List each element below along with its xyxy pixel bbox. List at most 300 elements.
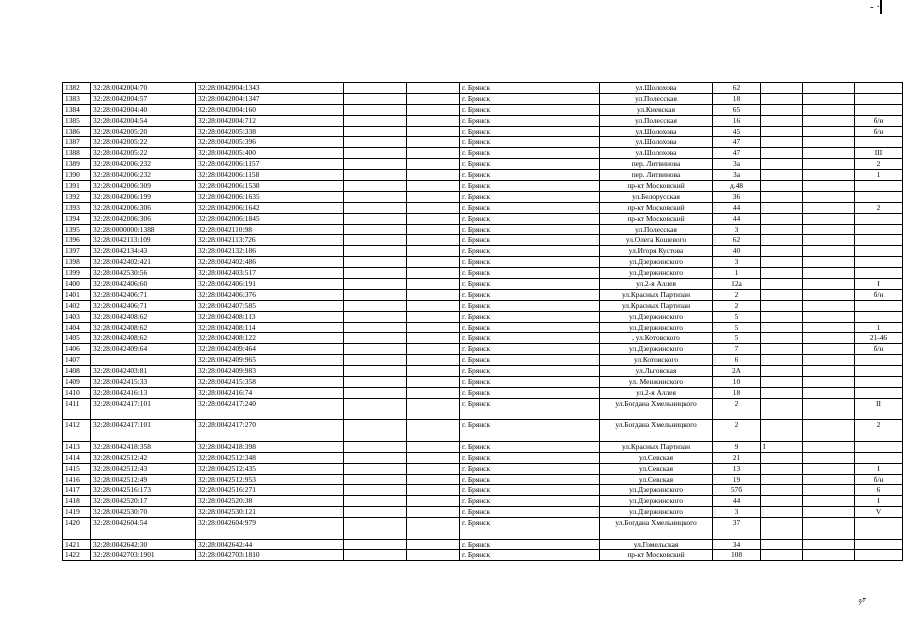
table-row xyxy=(63,300,903,311)
empty-cell xyxy=(344,452,407,463)
object-cadastral-number-cell: 32:28:0042406:191 xyxy=(196,279,344,290)
street-cell: , ул.Котовского xyxy=(600,333,713,344)
empty-cell xyxy=(344,344,407,355)
table-row xyxy=(63,485,903,496)
table-row xyxy=(63,452,903,463)
apartment-cell xyxy=(855,235,903,246)
row-number-cell: 1412 xyxy=(63,420,91,442)
cadastral-number-cell: 32:28:0042006:232 xyxy=(91,159,196,170)
table-row xyxy=(63,463,903,474)
object-cadastral-number-cell: 32:28:0042409:965 xyxy=(196,355,344,366)
city-cell: г. Брянск xyxy=(460,387,600,398)
city-cell: г. Брянск xyxy=(460,181,600,192)
house-number-cell: 9 xyxy=(713,441,761,452)
building-cell xyxy=(761,474,803,485)
object-cadastral-number-cell: 32:28:0042004:1347 xyxy=(196,93,344,104)
building-cell: I xyxy=(761,441,803,452)
object-cadastral-number-cell: 32:28:0042402:486 xyxy=(196,257,344,268)
empty-cell xyxy=(803,474,855,485)
apartment-cell xyxy=(855,441,903,452)
street-cell: ул.Богдана Хмельницкого xyxy=(600,398,713,420)
building-cell xyxy=(761,333,803,344)
house-number-cell: 5 xyxy=(713,311,761,322)
row-number-cell: 1386 xyxy=(63,126,91,137)
house-number-cell: 34 xyxy=(713,539,761,550)
house-number-cell: 44 xyxy=(713,496,761,507)
row-number-cell: 1417 xyxy=(63,485,91,496)
empty-cell xyxy=(803,202,855,213)
street-cell: ул.Дзержинского xyxy=(600,496,713,507)
object-cadastral-number-cell: 32:28:0042417:270 xyxy=(196,420,344,442)
empty-cell xyxy=(344,257,407,268)
street-cell: ул.Гомельская xyxy=(600,539,713,550)
empty-cell xyxy=(407,550,460,561)
object-cadastral-number-cell: 32:28:0042604:979 xyxy=(196,518,344,540)
house-number-cell: 10 xyxy=(713,377,761,388)
street-cell: ул. Менжинского xyxy=(600,377,713,388)
row-number-cell: 1403 xyxy=(63,311,91,322)
object-cadastral-number-cell: 32:28:0042132:186 xyxy=(196,246,344,257)
building-cell xyxy=(761,279,803,290)
table-row xyxy=(63,398,903,420)
row-number-cell: 1415 xyxy=(63,463,91,474)
empty-cell xyxy=(407,235,460,246)
table-row xyxy=(63,104,903,115)
apartment-cell: 1 xyxy=(855,322,903,333)
house-number-cell: 2 xyxy=(713,300,761,311)
table-row xyxy=(63,311,903,322)
table-row xyxy=(63,115,903,126)
street-cell: ул.Киевская xyxy=(600,104,713,115)
street-cell: ул.Красных Партизан xyxy=(600,441,713,452)
row-number-cell: 1410 xyxy=(63,387,91,398)
cadastral-number-cell: 32:28:0042520:17 xyxy=(91,496,196,507)
cadastral-number-cell: 32:28:0042604:54 xyxy=(91,518,196,540)
street-cell: ул.Дзержинского xyxy=(600,344,713,355)
cadastral-number-cell: 32:28:0042409:64 xyxy=(91,344,196,355)
cadastral-number-cell: 32:28:0042417:101 xyxy=(91,420,196,442)
city-cell: г. Брянск xyxy=(460,377,600,388)
empty-cell xyxy=(407,93,460,104)
table-row xyxy=(63,366,903,377)
object-cadastral-number-cell: 32:28:0042416:74 xyxy=(196,387,344,398)
empty-cell xyxy=(803,322,855,333)
street-cell: пр-кт Московский xyxy=(600,213,713,224)
street-cell: ул.Севская xyxy=(600,474,713,485)
object-cadastral-number-cell: 32:28:0042512:953 xyxy=(196,474,344,485)
street-cell: ул.Полесская xyxy=(600,93,713,104)
empty-cell xyxy=(344,539,407,550)
apartment-cell: б/н xyxy=(855,289,903,300)
page-corner-note: ᶻ⁄⁷ xyxy=(858,596,867,608)
empty-cell xyxy=(407,104,460,115)
empty-cell xyxy=(803,550,855,561)
house-number-cell: 3а xyxy=(713,159,761,170)
house-number-cell: 7 xyxy=(713,344,761,355)
empty-cell xyxy=(407,246,460,257)
cadastral-number-cell: 32:28:0042006:199 xyxy=(91,191,196,202)
empty-cell xyxy=(344,507,407,518)
empty-cell xyxy=(803,398,855,420)
empty-cell xyxy=(803,300,855,311)
city-cell: г. Брянск xyxy=(460,474,600,485)
row-number-cell: 1396 xyxy=(63,235,91,246)
street-cell: ул.Полесская xyxy=(600,115,713,126)
city-cell: г. Брянск xyxy=(460,398,600,420)
table-row xyxy=(63,213,903,224)
apartment-cell: V xyxy=(855,507,903,518)
street-cell: ул.2-я Аллея xyxy=(600,279,713,290)
table-row xyxy=(63,377,903,388)
house-number-cell: 2 xyxy=(713,289,761,300)
cadastral-number-cell: 32:28:0042006:232 xyxy=(91,170,196,181)
street-cell: ул.Олега Кошевого xyxy=(600,235,713,246)
city-cell: г. Брянск xyxy=(460,93,600,104)
city-cell: г. Брянск xyxy=(460,485,600,496)
building-cell xyxy=(761,398,803,420)
empty-cell xyxy=(344,126,407,137)
apartment-cell xyxy=(855,181,903,192)
object-cadastral-number-cell: 32:28:0042004:160 xyxy=(196,104,344,115)
building-cell xyxy=(761,377,803,388)
cadastral-number-cell: 32:28:0042512:43 xyxy=(91,463,196,474)
house-number-cell: 2 xyxy=(713,420,761,442)
register-table xyxy=(62,82,903,561)
apartment-cell xyxy=(855,213,903,224)
row-number-cell: 1404 xyxy=(63,322,91,333)
empty-cell xyxy=(344,202,407,213)
cadastral-number-cell: 32:28:0042530:70 xyxy=(91,507,196,518)
house-number-cell: 19 xyxy=(713,474,761,485)
empty-cell xyxy=(803,104,855,115)
empty-cell xyxy=(803,235,855,246)
building-cell xyxy=(761,518,803,540)
empty-cell xyxy=(344,104,407,115)
table-row xyxy=(63,148,903,159)
cadastral-number-cell: 32:28:0042005:20 xyxy=(91,126,196,137)
apartment-cell: 2 xyxy=(855,420,903,442)
apartment-cell xyxy=(855,246,903,257)
city-cell: г. Брянск xyxy=(460,355,600,366)
empty-cell xyxy=(344,300,407,311)
cadastral-number-cell: 32:28:0042004:40 xyxy=(91,104,196,115)
row-number-cell: 1407 xyxy=(63,355,91,366)
table-row xyxy=(63,333,903,344)
city-cell: г. Брянск xyxy=(460,235,600,246)
cadastral-number-cell: 32:28:0042512:42 xyxy=(91,452,196,463)
house-number-cell: 18 xyxy=(713,93,761,104)
street-cell: ул.Дзержинского xyxy=(600,257,713,268)
city-cell: г. Брянск xyxy=(460,496,600,507)
building-cell xyxy=(761,539,803,550)
city-cell: г. Брянск xyxy=(460,224,600,235)
city-cell: г. Брянск xyxy=(460,170,600,181)
apartment-cell xyxy=(855,377,903,388)
street-cell: ул.Севская xyxy=(600,463,713,474)
object-cadastral-number-cell: 32:28:0042703:1810 xyxy=(196,550,344,561)
empty-cell xyxy=(407,257,460,268)
cadastral-number-cell: 32:28:0042406:71 xyxy=(91,300,196,311)
empty-cell xyxy=(803,452,855,463)
cadastral-number-cell: 32:28:0042408:62 xyxy=(91,322,196,333)
building-cell xyxy=(761,311,803,322)
street-cell: пер. Литвинова xyxy=(600,170,713,181)
object-cadastral-number-cell: 32:28:0042006:1845 xyxy=(196,213,344,224)
table-row xyxy=(63,170,903,181)
apartment-cell xyxy=(855,257,903,268)
row-number-cell: 1397 xyxy=(63,246,91,257)
table-row xyxy=(63,202,903,213)
cadastral-number-cell: 32:28:0042005:22 xyxy=(91,148,196,159)
empty-cell xyxy=(344,441,407,452)
object-cadastral-number-cell: 32:28:0042409:464 xyxy=(196,344,344,355)
city-cell: г. Брянск xyxy=(460,452,600,463)
building-cell xyxy=(761,507,803,518)
cadastral-number-cell: 32:28:0042416:13 xyxy=(91,387,196,398)
empty-cell xyxy=(803,246,855,257)
city-cell: г. Брянск xyxy=(460,420,600,442)
table-row xyxy=(63,322,903,333)
building-cell xyxy=(761,463,803,474)
apartment-cell xyxy=(855,300,903,311)
empty-cell xyxy=(407,344,460,355)
street-cell: ул.Дзержинского xyxy=(600,507,713,518)
building-cell xyxy=(761,159,803,170)
empty-cell xyxy=(344,518,407,540)
table-row xyxy=(63,83,903,94)
table-row xyxy=(63,507,903,518)
object-cadastral-number-cell: 32:28:0042006:1158 xyxy=(196,170,344,181)
house-number-cell: 108 xyxy=(713,550,761,561)
building-cell xyxy=(761,246,803,257)
street-cell: пр-кт Московский xyxy=(600,202,713,213)
street-cell: ул.Шолохова xyxy=(600,126,713,137)
apartment-cell: III xyxy=(855,148,903,159)
table-row xyxy=(63,420,903,442)
cadastral-number-cell: 32:28:0042134:43 xyxy=(91,246,196,257)
row-number-cell: 1390 xyxy=(63,170,91,181)
building-cell xyxy=(761,300,803,311)
building-cell xyxy=(761,83,803,94)
object-cadastral-number-cell: 32:28:0042110:98 xyxy=(196,224,344,235)
table-row xyxy=(63,126,903,137)
apartment-cell xyxy=(855,387,903,398)
row-number-cell: 1413 xyxy=(63,441,91,452)
object-cadastral-number-cell: 32:28:0042006:1157 xyxy=(196,159,344,170)
object-cadastral-number-cell: 32:28:0042520:38 xyxy=(196,496,344,507)
building-cell xyxy=(761,452,803,463)
empty-cell xyxy=(407,377,460,388)
empty-cell xyxy=(344,279,407,290)
empty-cell xyxy=(803,181,855,192)
empty-cell xyxy=(803,539,855,550)
building-cell xyxy=(761,191,803,202)
street-cell: ул.Шолохова xyxy=(600,137,713,148)
row-number-cell: 1401 xyxy=(63,289,91,300)
register-body xyxy=(63,83,903,561)
house-number-cell: 2 xyxy=(713,398,761,420)
row-number-cell: 1388 xyxy=(63,148,91,159)
empty-cell xyxy=(407,311,460,322)
object-cadastral-number-cell: 32:28:0042415:358 xyxy=(196,377,344,388)
empty-cell xyxy=(344,398,407,420)
street-cell: ул.Льговская xyxy=(600,366,713,377)
city-cell: г. Брянск xyxy=(460,191,600,202)
row-number-cell: 1382 xyxy=(63,83,91,94)
building-cell xyxy=(761,550,803,561)
empty-cell xyxy=(407,463,460,474)
apartment-cell: II xyxy=(855,398,903,420)
street-cell: ул.Дзержинского xyxy=(600,322,713,333)
cadastral-number-cell: 32:28:0042113:109 xyxy=(91,235,196,246)
building-cell xyxy=(761,235,803,246)
cadastral-number-cell: 32:28:0042415:33 xyxy=(91,377,196,388)
empty-cell xyxy=(407,148,460,159)
city-cell: г. Брянск xyxy=(460,279,600,290)
city-cell: г. Брянск xyxy=(460,202,600,213)
empty-cell xyxy=(803,355,855,366)
apartment-cell xyxy=(855,311,903,322)
row-number-cell: 1405 xyxy=(63,333,91,344)
cadastral-number-cell: 32:28:0042004:70 xyxy=(91,83,196,94)
house-number-cell: 5 xyxy=(713,333,761,344)
apartment-cell xyxy=(855,104,903,115)
cadastral-number-cell: 32:28:0000000:1388 xyxy=(91,224,196,235)
empty-cell xyxy=(803,463,855,474)
empty-cell xyxy=(803,257,855,268)
apartment-cell: I xyxy=(855,463,903,474)
table-row xyxy=(63,137,903,148)
house-number-cell: 65 xyxy=(713,104,761,115)
table-row xyxy=(63,355,903,366)
empty-cell xyxy=(344,387,407,398)
empty-cell xyxy=(407,126,460,137)
empty-cell xyxy=(803,289,855,300)
object-cadastral-number-cell: 32:28:0042407:585 xyxy=(196,300,344,311)
street-cell: ул.Дзержинского xyxy=(600,485,713,496)
empty-cell xyxy=(407,224,460,235)
building-cell xyxy=(761,355,803,366)
building-cell xyxy=(761,289,803,300)
empty-cell xyxy=(803,279,855,290)
house-number-cell: 36 xyxy=(713,191,761,202)
object-cadastral-number-cell: 32:28:0042005:400 xyxy=(196,148,344,159)
city-cell: г. Брянск xyxy=(460,83,600,94)
empty-cell xyxy=(407,137,460,148)
empty-cell xyxy=(344,289,407,300)
empty-cell xyxy=(344,137,407,148)
row-number-cell: 1383 xyxy=(63,93,91,104)
row-number-cell: 1418 xyxy=(63,496,91,507)
building-cell xyxy=(761,93,803,104)
row-number-cell: 1394 xyxy=(63,213,91,224)
table-row xyxy=(63,344,903,355)
empty-cell xyxy=(407,191,460,202)
apartment-cell xyxy=(855,137,903,148)
house-number-cell: д.48 xyxy=(713,181,761,192)
table-row xyxy=(63,181,903,192)
city-cell: г. Брянск xyxy=(460,463,600,474)
cadastral-number-cell: 32:28:0042006:306 xyxy=(91,213,196,224)
row-number-cell: 1391 xyxy=(63,181,91,192)
cadastral-number-cell: 32:28:0042006:306 xyxy=(91,202,196,213)
building-cell xyxy=(761,485,803,496)
empty-cell xyxy=(803,83,855,94)
city-cell: г. Брянск xyxy=(460,333,600,344)
empty-cell xyxy=(407,355,460,366)
empty-cell xyxy=(344,322,407,333)
apartment-cell xyxy=(855,518,903,540)
empty-cell xyxy=(407,83,460,94)
empty-cell xyxy=(407,452,460,463)
empty-cell xyxy=(407,518,460,540)
object-cadastral-number-cell: 32:28:0042006:1635 xyxy=(196,191,344,202)
house-number-cell: 40 xyxy=(713,246,761,257)
building-cell xyxy=(761,181,803,192)
street-cell: ул.Дзержинского xyxy=(600,268,713,279)
city-cell: г. Брянск xyxy=(460,344,600,355)
empty-cell xyxy=(803,333,855,344)
row-number-cell: 1393 xyxy=(63,202,91,213)
empty-cell xyxy=(344,474,407,485)
empty-cell xyxy=(803,159,855,170)
street-cell: ул.Красных Партизан xyxy=(600,289,713,300)
cadastral-number-cell: 32:28:0042530:56 xyxy=(91,268,196,279)
table-row xyxy=(63,257,903,268)
house-number-cell: 44 xyxy=(713,213,761,224)
empty-cell xyxy=(803,366,855,377)
apartment-cell xyxy=(855,366,903,377)
empty-cell xyxy=(407,213,460,224)
city-cell: г. Брянск xyxy=(460,257,600,268)
city-cell: г. Брянск xyxy=(460,104,600,115)
empty-cell xyxy=(407,398,460,420)
row-number-cell: 1411 xyxy=(63,398,91,420)
row-number-cell: 1420 xyxy=(63,518,91,540)
empty-cell xyxy=(344,159,407,170)
apartment-cell xyxy=(855,539,903,550)
empty-cell xyxy=(803,377,855,388)
object-cadastral-number-cell: 32:28:0042005:338 xyxy=(196,126,344,137)
empty-cell xyxy=(407,333,460,344)
building-cell xyxy=(761,257,803,268)
house-number-cell: 47 xyxy=(713,148,761,159)
row-number-cell: 1400 xyxy=(63,279,91,290)
house-number-cell: 62 xyxy=(713,235,761,246)
empty-cell xyxy=(803,148,855,159)
empty-cell xyxy=(803,268,855,279)
apartment-cell xyxy=(855,550,903,561)
corner-scribble: - · xyxy=(870,1,881,13)
street-cell: ул.Севская xyxy=(600,452,713,463)
building-cell xyxy=(761,420,803,442)
row-number-cell: 1399 xyxy=(63,268,91,279)
table-row xyxy=(63,191,903,202)
house-number-cell: 3 xyxy=(713,224,761,235)
apartment-cell: б/н xyxy=(855,126,903,137)
city-cell: г. Брянск xyxy=(460,126,600,137)
apartment-cell xyxy=(855,83,903,94)
empty-cell xyxy=(344,463,407,474)
empty-cell xyxy=(407,289,460,300)
street-cell: пр-кт Московский xyxy=(600,181,713,192)
empty-cell xyxy=(344,550,407,561)
city-cell: г. Брянск xyxy=(460,311,600,322)
object-cadastral-number-cell: 32:28:0042417:240 xyxy=(196,398,344,420)
table-row xyxy=(63,93,903,104)
building-cell xyxy=(761,213,803,224)
object-cadastral-number-cell: 32:28:0042004:712 xyxy=(196,115,344,126)
